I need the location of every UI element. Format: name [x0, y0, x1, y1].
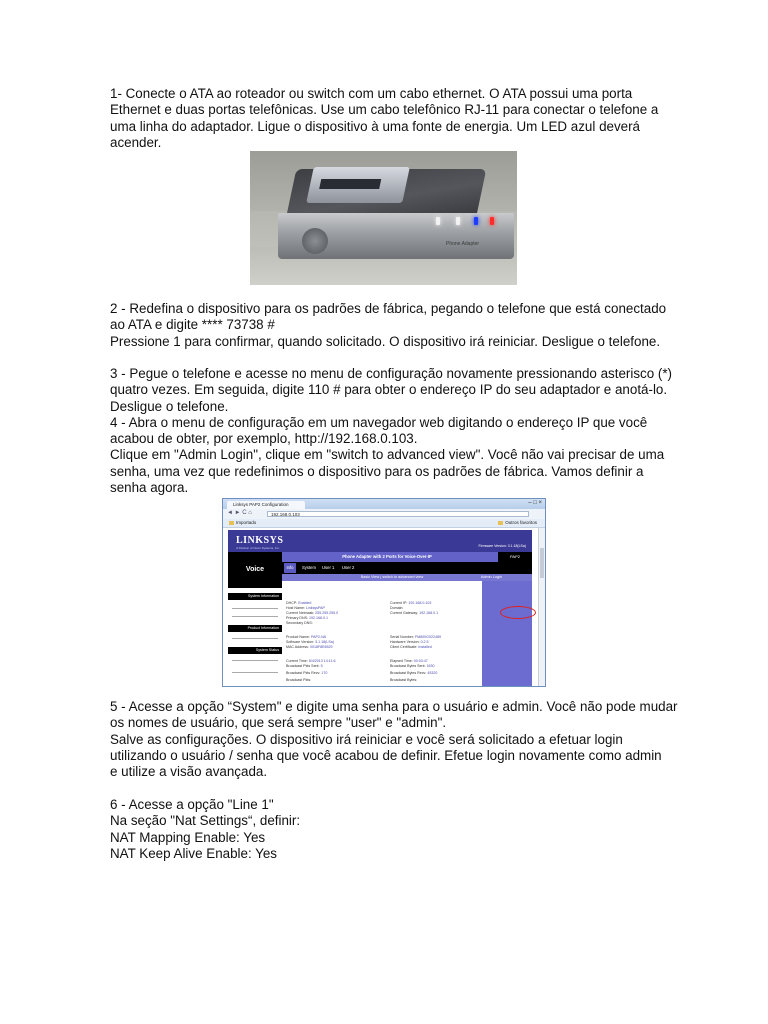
info-row: Broadcast Pkts Sent: 5: [286, 664, 323, 668]
text-line: 2 - Redefina o dispositivo para os padrões de fábrica, pegando o telefone que está conectado: [110, 301, 667, 316]
info-row: Product Name: PAP2-NA: [286, 635, 327, 639]
model-badge: PAP2: [498, 552, 532, 562]
step-3-4-paragraph: [110, 366, 673, 496]
admin-login-link[interactable]: Admin Login: [480, 575, 502, 579]
text-line: os nomes de usuário, que será sempre "user" e "admin".: [110, 715, 447, 731]
text-line: 5 - Acesse a opção “System" e digite uma senha para o usuário e admin. Você não pode mudar: [110, 699, 678, 714]
led-indicator: [474, 217, 478, 225]
text-line: Ethernet e duas portas telefônicas. Use um cabo telefônico RJ-11 para conectar o telefone a: [110, 102, 659, 118]
firmware-version: Firmware Version: 3.1.18(LSa): [478, 544, 526, 548]
section-system-information: System Information: [228, 593, 282, 600]
text-line: utilizando o usuário / senha que você acabou de definir. Efetue login novamente como admin: [110, 747, 662, 763]
device-label: Phone Adapter: [446, 241, 480, 247]
device-lid: [306, 167, 410, 203]
text-line: uma linha do adaptador. Ligue o dispositivo à uma fonte de energia. Um LED azul deverá: [110, 118, 641, 134]
device-emblem: [302, 228, 328, 254]
info-row: Current Gateway: 192.168.0.1: [390, 611, 439, 615]
text-line: Salve as configurações. O dispositivo irá reiniciar e você será solicitado a efetuar login: [110, 731, 623, 747]
view-bar: [282, 574, 532, 581]
highlight-circle: [500, 606, 536, 619]
text-line: 3 - Pegue o telefone e acesse no menu de configuração novamente pressionando asterisco (*): [110, 366, 673, 381]
info-row: Domain:: [390, 606, 404, 610]
window-buttons[interactable]: – □ ×: [528, 500, 542, 506]
info-row: Broadcast Bytes:: [390, 678, 418, 682]
info-row: Serial Number: FM800G022489: [390, 635, 441, 639]
step-5-paragraph: [110, 699, 678, 780]
tab-info[interactable]: Info: [284, 563, 296, 573]
text-line: Pressione 1 para confirmar, quando solicitado. O dispositivo irá reiniciar. Desligue o telefone.: [110, 333, 661, 349]
info-row: Elapsed Time: 00:03:47: [390, 659, 428, 663]
linksys-logo: LINKSYS: [236, 535, 284, 546]
info-row: Broadcast Bytes Sent: 1630: [390, 664, 435, 668]
step-2-paragraph: [110, 301, 670, 350]
section-system-status: System Status: [228, 647, 282, 654]
info-column: [282, 581, 482, 686]
info-row: Current IP: 192.168.0.103: [390, 601, 432, 605]
browser-scrollbar[interactable]: [538, 528, 545, 686]
linksys-header: [228, 530, 532, 552]
info-row: Current Time: 5/4/2013 14:11:6: [286, 659, 336, 663]
led-indicator: [456, 217, 460, 225]
product-banner: [282, 552, 532, 562]
bookmarks-bar: [223, 519, 545, 528]
text-line: Clique em "Admin Login", clique em "switch to advanced view". Você não vai precisar de uma: [110, 447, 665, 463]
url-input[interactable]: 192.168.0.103: [267, 511, 529, 517]
nav-buttons-icon[interactable]: ◄ ► C ⌂: [227, 510, 252, 516]
info-row: DHCP: Enabled: [286, 601, 312, 605]
info-row: Broadcast Pkts:: [286, 678, 312, 682]
logo-subtitle: A Division of Cisco Systems, Inc.: [236, 546, 280, 550]
led-indicator: [436, 217, 440, 225]
browser-titlebar: [223, 499, 545, 509]
ata-device-photo: [250, 151, 517, 285]
text-line: acender.: [110, 134, 162, 150]
linksys-config-page: [223, 528, 539, 686]
text-line: senha, uma vez que redefinimos o dispositivo para os padrões de fábrica. Vamos definir a: [110, 463, 644, 479]
text-line: e utilize a visão avançada.: [110, 764, 268, 780]
text-line: senha agora.: [110, 480, 189, 496]
info-row: Current Netmask: 255.255.255.0: [286, 611, 339, 615]
text-line: quatro vezes. Em seguida, digite 110 # para obter o endereço IP do seu adaptador e anotá-lo.: [110, 382, 668, 398]
help-column: [482, 581, 532, 686]
banner-text: Phone Adapter with 2 Ports for Voice-Over-IP: [342, 554, 432, 559]
text-line: 6 - Acesse a opção "Line 1": [110, 797, 274, 812]
folder-icon: [498, 521, 503, 525]
browser-tab[interactable]: Linksys PAP2 Configuration: [227, 501, 305, 509]
info-row: MAC Address: 0018F8E6529: [286, 645, 333, 649]
browser-address-bar: [223, 509, 545, 519]
info-row: Primary DNS: 192.168.0.1: [286, 616, 328, 620]
voice-label: Voice: [228, 552, 282, 588]
text-line: NAT Mapping Enable: Yes: [110, 829, 266, 845]
switch-to-advanced-view-link[interactable]: Basic View | switch to advanced view: [360, 575, 424, 579]
info-row: Secondary DNS:: [286, 621, 313, 625]
info-row: Client Certificate: Installed: [390, 645, 432, 649]
text-line: NAT Keep Alive Enable: Yes: [110, 845, 278, 861]
tab-system[interactable]: System: [302, 565, 316, 570]
text-line: ao ATA e digite **** 73738 #: [110, 317, 275, 333]
section-product-information: Product Information: [228, 625, 282, 632]
tab-user-2[interactable]: User 2: [342, 565, 355, 570]
bookmark-other[interactable]: Outros favoritos: [498, 520, 537, 525]
step-6-paragraph: [110, 797, 670, 862]
text-line: 4 - Abra o menu de configuração em um navegador web digitando o endereço IP que você: [110, 414, 648, 430]
text-line: 1- Conecte o ATA ao roteador ou switch com um cabo ethernet. O ATA possui uma porta: [110, 86, 633, 101]
info-row: Broadcast Pkts Recv: 170: [286, 671, 328, 675]
section-column: [228, 588, 282, 686]
text-line: Desligue o telefone.: [110, 398, 229, 414]
browser-screenshot: [222, 498, 546, 687]
info-row: Hardware Version: 0.2.5: [390, 640, 429, 644]
bookmark-imported[interactable]: Importado: [229, 520, 256, 525]
tab-user-1[interactable]: User 1: [322, 565, 335, 570]
info-row: Host Name: LinksysPAP: [286, 606, 325, 610]
info-row: Broadcast Bytes Recv: 45320: [390, 671, 438, 675]
step-1-paragraph: [110, 86, 670, 151]
folder-icon: [229, 521, 234, 525]
info-row: Software Version: 3.1.18(LSa): [286, 640, 334, 644]
text-line: acabou de obter, por exemplo, http://192.168.0.103.: [110, 431, 418, 447]
led-indicator: [490, 217, 494, 225]
text-line: Na seção "Nat Settings“, definir:: [110, 813, 301, 829]
config-tabs: [282, 562, 532, 574]
